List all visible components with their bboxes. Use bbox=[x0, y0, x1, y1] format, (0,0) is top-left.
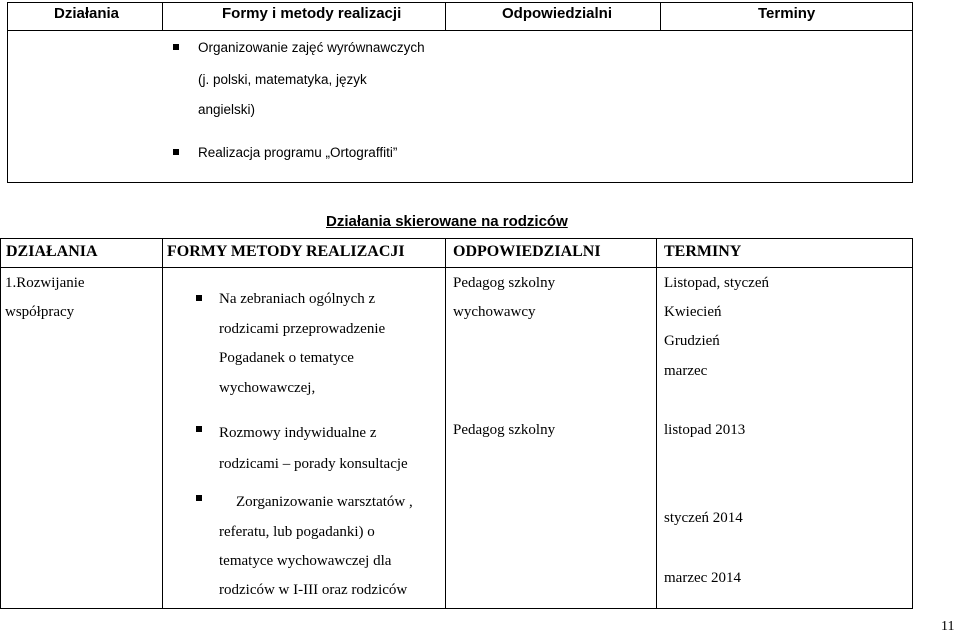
term-line: marzec 2014 bbox=[664, 570, 742, 586]
form-line: referatu, lub pogadanki) o bbox=[219, 524, 375, 540]
term-line: Kwiecień bbox=[664, 304, 722, 320]
action-line: 1.Rozwijanie bbox=[5, 275, 85, 291]
form-line: Zorganizowanie warsztatów , bbox=[236, 494, 413, 510]
page-number: 11 bbox=[941, 619, 955, 634]
table-2-header-forms: FORMY METODY REALIZACJI bbox=[167, 243, 405, 260]
form-line: Rozmowy indywidualne z bbox=[219, 425, 377, 441]
table-1-header-forms: Formy i metody realizacji bbox=[222, 5, 402, 22]
term-line: marzec bbox=[664, 363, 708, 379]
table-1-header-actions: Działania bbox=[54, 5, 120, 22]
list-item-line: Realizacja programu „Ortograffiti” bbox=[198, 145, 398, 160]
action-line: współpracy bbox=[5, 304, 75, 320]
table-1-header-responsible: Odpowiedzialni bbox=[502, 5, 613, 22]
term-line: Listopad, styczeń bbox=[664, 275, 769, 291]
form-line: Na zebraniach ogólnych z bbox=[219, 291, 376, 307]
table-1-header-terms: Terminy bbox=[758, 5, 816, 22]
responsible-line: Pedagog szkolny bbox=[453, 422, 556, 438]
bullet-square-icon bbox=[196, 495, 202, 501]
responsible-line: wychowawcy bbox=[453, 304, 536, 320]
form-line: wychowawczej, bbox=[219, 380, 316, 396]
table-2-border-left bbox=[0, 238, 1, 609]
form-line: rodziców w I-III oraz rodziców bbox=[219, 582, 408, 598]
table-1-border-bottom bbox=[7, 182, 913, 183]
table-2-border-top bbox=[0, 238, 913, 239]
table-2-border-right bbox=[912, 238, 913, 609]
bullet-square-icon bbox=[173, 149, 179, 155]
table-2-border-bottom bbox=[0, 608, 913, 609]
table-1-col-divider-1 bbox=[162, 2, 163, 31]
table-1-col-divider-2 bbox=[445, 2, 446, 31]
table-2-header-terms: TERMINY bbox=[664, 243, 742, 260]
table-1-border-top bbox=[7, 2, 913, 3]
table-2-header-responsible: ODPOWIEDZIALNI bbox=[453, 243, 601, 260]
bullet-square-icon bbox=[173, 44, 179, 50]
term-line: styczeń 2014 bbox=[664, 510, 743, 526]
table-1-border-right bbox=[912, 2, 913, 183]
form-line: tematyce wychowawczej dla bbox=[219, 553, 392, 569]
section-title: Działania skierowane na rodziców bbox=[326, 213, 568, 230]
table-1-border-left bbox=[7, 2, 8, 183]
term-line: Grudzień bbox=[664, 333, 720, 349]
table-2-col-divider-1 bbox=[162, 238, 163, 609]
table-1-border-header bbox=[7, 30, 913, 31]
form-line: rodzicami – porady konsultacje bbox=[219, 456, 408, 472]
bullet-square-icon bbox=[196, 426, 202, 432]
list-item-line: angielski) bbox=[198, 102, 256, 117]
term-line: listopad 2013 bbox=[664, 422, 746, 438]
bullet-square-icon bbox=[196, 295, 202, 301]
responsible-line: Pedagog szkolny bbox=[453, 275, 556, 291]
table-1-col-divider-3 bbox=[660, 2, 661, 31]
table-2-header-actions: DZIAŁANIA bbox=[6, 243, 98, 260]
form-line: rodzicami przeprowadzenie bbox=[219, 321, 386, 337]
table-2-col-divider-2 bbox=[445, 238, 446, 609]
table-2-border-header bbox=[0, 267, 913, 268]
table-2-col-divider-3 bbox=[656, 238, 657, 609]
list-item-line: Organizowanie zajęć wyrównawczych bbox=[198, 40, 425, 55]
list-item-line: (j. polski, matematyka, język bbox=[198, 72, 367, 87]
form-line: Pogadanek o tematyce bbox=[219, 350, 354, 366]
